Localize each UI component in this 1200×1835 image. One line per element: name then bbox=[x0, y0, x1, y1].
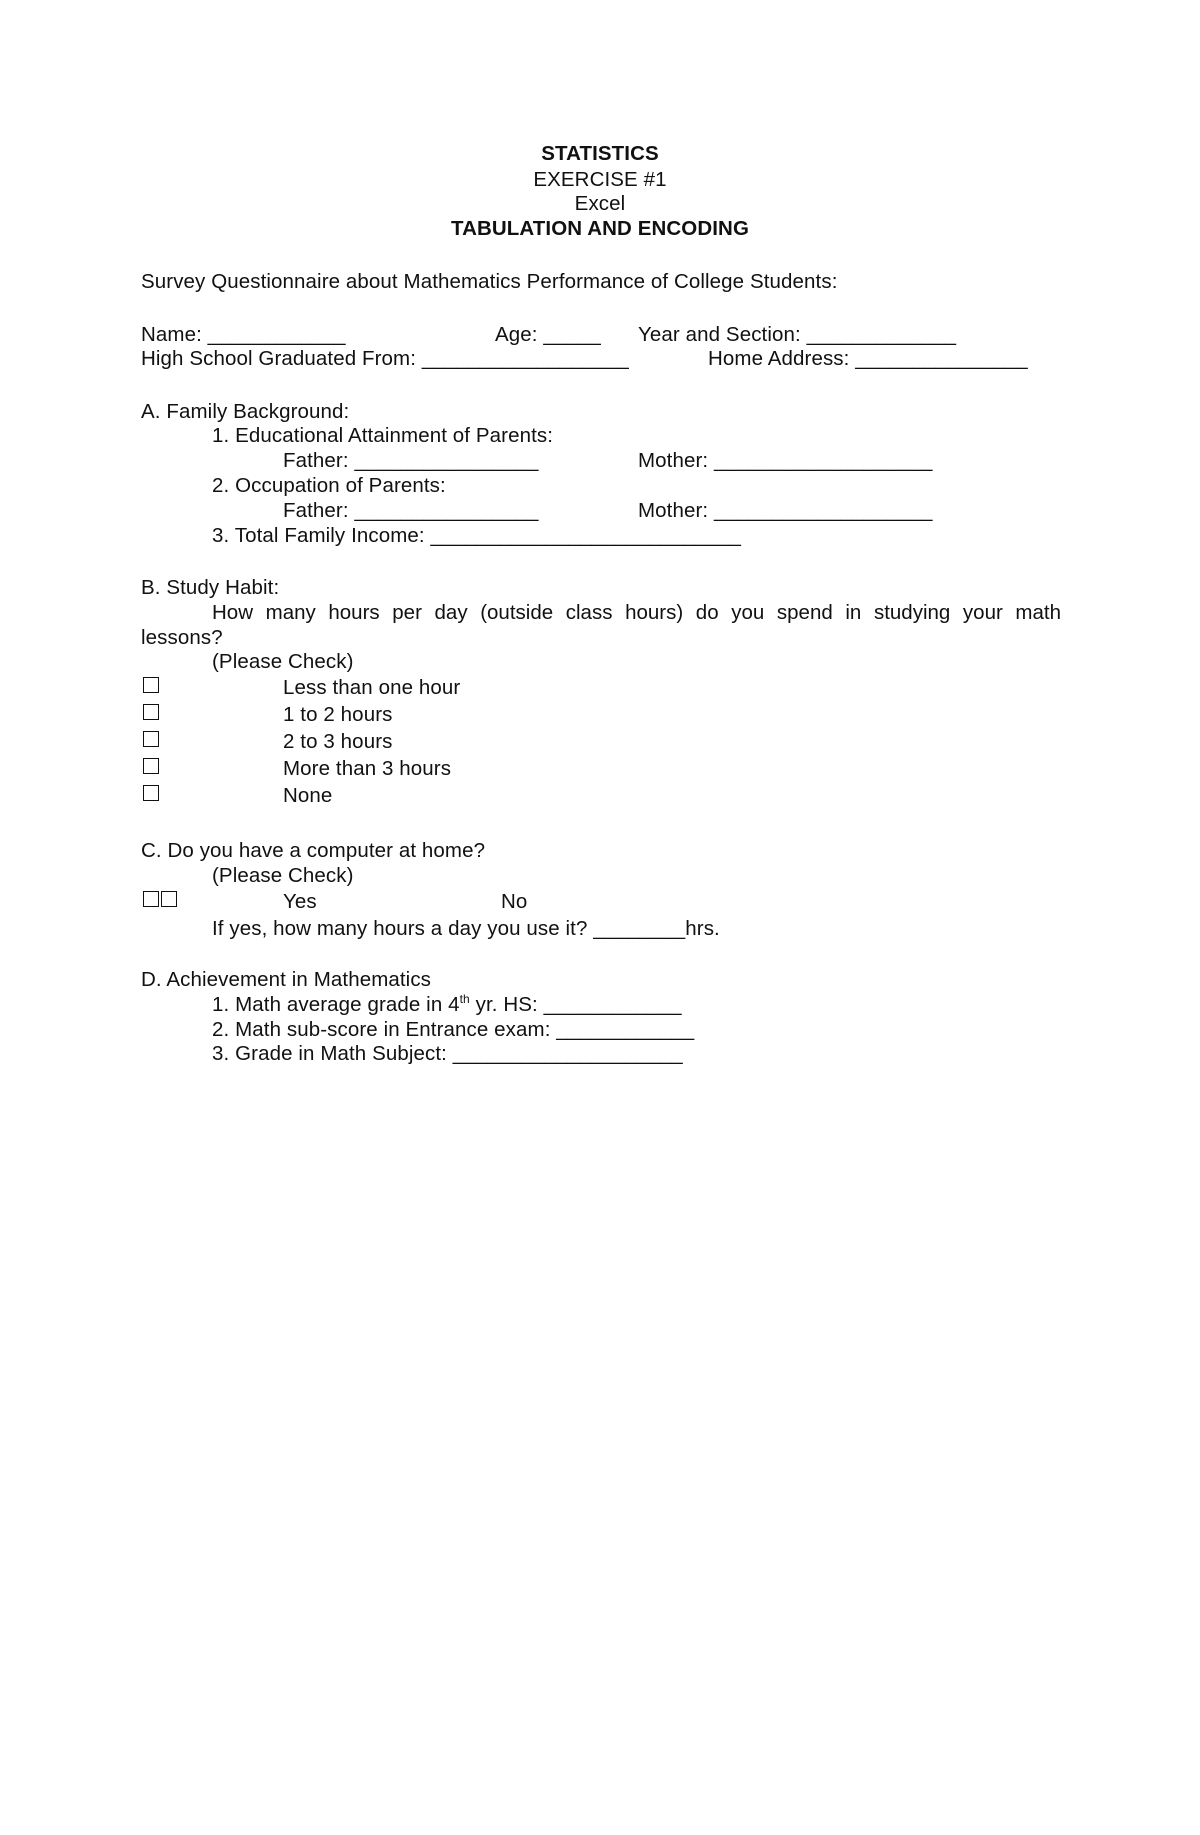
option-checkbox[interactable] bbox=[143, 758, 159, 774]
survey-intro: Survey Questionnaire about Mathematics Performance of College Students: bbox=[141, 270, 838, 293]
high-school-field: High School Graduated From: __________________ bbox=[141, 347, 629, 370]
no-checkbox[interactable] bbox=[161, 891, 177, 907]
q2-father-field: Father: ________________ bbox=[283, 499, 539, 522]
computer-hours-field: If yes, how many hours a day you use it? ________hrs. bbox=[212, 917, 720, 940]
year-section-field: Year and Section: _____________ bbox=[638, 323, 957, 346]
section-c-heading: C. Do you have a computer at home? bbox=[141, 839, 486, 862]
section-a-heading: A. Family Background: bbox=[141, 400, 350, 423]
section-b-heading: B. Study Habit: bbox=[141, 576, 280, 599]
option-checkbox[interactable] bbox=[143, 785, 159, 801]
section-d-q1 bbox=[212, 993, 682, 1017]
q1-text-start: 1. Math average grade in 4 bbox=[212, 993, 460, 1016]
section-b-instruction: (Please Check) bbox=[212, 650, 354, 673]
option-checkbox[interactable] bbox=[143, 677, 159, 693]
no-label: No bbox=[501, 890, 528, 913]
section-d-q2: 2. Math sub-score in Entrance exam: ____________ bbox=[212, 1018, 695, 1041]
section-a-q3: 3. Total Family Income: ___________________________ bbox=[212, 524, 742, 547]
yes-checkbox[interactable] bbox=[143, 891, 159, 907]
q1-father-field: Father: ________________ bbox=[283, 449, 539, 472]
q1-text-end: yr. HS: ____________ bbox=[469, 993, 682, 1016]
section-b-question-line2: lessons? bbox=[141, 626, 223, 649]
exercise-label: EXERCISE #1 bbox=[533, 168, 667, 191]
section-b-question-line1: How many hours per day (outside class hours) do you spend in studying your math bbox=[212, 601, 1061, 624]
section-d-heading: D. Achievement in Mathematics bbox=[141, 968, 432, 991]
document-title: STATISTICS bbox=[541, 142, 659, 165]
yes-label: Yes bbox=[283, 890, 317, 913]
section-d-q3: 3. Grade in Math Subject: ____________________ bbox=[212, 1042, 683, 1065]
option-label: None bbox=[283, 784, 333, 807]
option-checkbox[interactable] bbox=[143, 704, 159, 720]
name-field: Name: ____________ bbox=[141, 323, 346, 346]
option-label: 1 to 2 hours bbox=[283, 703, 393, 726]
age-field: Age: _____ bbox=[495, 323, 601, 346]
home-address-field: Home Address: _______________ bbox=[708, 347, 1028, 370]
document-subtitle: TABULATION AND ENCODING bbox=[450, 217, 749, 240]
tool-label: Excel bbox=[574, 192, 626, 215]
option-label: Less than one hour bbox=[283, 676, 461, 699]
option-checkbox[interactable] bbox=[143, 731, 159, 747]
q2-mother-field: Mother: ___________________ bbox=[638, 499, 933, 522]
ordinal-suffix: th bbox=[459, 992, 470, 1007]
option-label: More than 3 hours bbox=[283, 757, 452, 780]
section-a-q1: 1. Educational Attainment of Parents: bbox=[212, 424, 554, 447]
section-a-q2: 2. Occupation of Parents: bbox=[212, 474, 446, 497]
q1-mother-field: Mother: ___________________ bbox=[638, 449, 933, 472]
section-c-instruction: (Please Check) bbox=[212, 864, 354, 887]
option-label: 2 to 3 hours bbox=[283, 730, 393, 753]
